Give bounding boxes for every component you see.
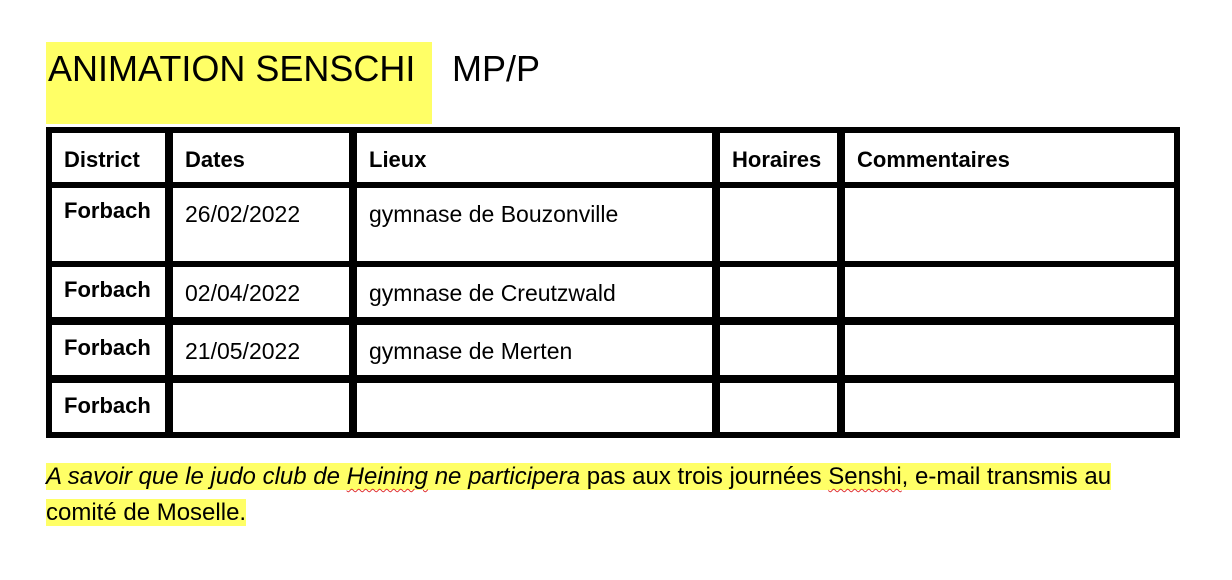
note-spellcheck-word: Senshi — [828, 463, 902, 490]
note-highlight — [46, 463, 1111, 526]
table-cell-commentaires — [845, 267, 1174, 317]
note-italic-part2: ne participera — [428, 463, 581, 490]
note-normal-part1: pas aux trois journées — [580, 463, 829, 490]
note-italic-text — [46, 463, 580, 490]
table-cell-lieu — [357, 383, 712, 432]
header-commentaires: Commentaires — [845, 133, 1174, 182]
note-paragraph — [46, 459, 1126, 531]
table-cell-horaires — [720, 325, 837, 375]
table-cell-date: 02/04/2022 — [173, 267, 349, 317]
table-cell-date: 21/05/2022 — [173, 325, 349, 375]
title-suffix-text: MP/P — [452, 48, 541, 89]
table-cell-district: Forbach — [52, 188, 165, 261]
table-cell-lieu: gymnase de Bouzonville — [357, 188, 712, 261]
note-normal-part2: , e-mail transmis au comité de Moselle. — [46, 463, 1112, 526]
document-title — [46, 42, 540, 124]
note-italic-part1: A savoir que le judo club de — [46, 463, 347, 490]
table-cell-horaires — [720, 267, 837, 317]
table-cell-district: Forbach — [52, 383, 165, 432]
table-cell-commentaires — [845, 383, 1174, 432]
table-cell-lieu: gymnase de Creutzwald — [357, 267, 712, 317]
schedule-table — [46, 127, 1180, 438]
table-cell-date — [173, 383, 349, 432]
table-cell-date: 26/02/2022 — [173, 188, 349, 261]
header-lieux: Lieux — [357, 133, 712, 182]
table-cell-commentaires — [845, 325, 1174, 375]
table-cell-district: Forbach — [52, 267, 165, 317]
header-horaires: Horaires — [720, 133, 837, 182]
table-cell-commentaires — [845, 188, 1174, 261]
header-district: District — [52, 133, 165, 182]
note-spellcheck-word: Heining — [346, 463, 429, 490]
table-cell-horaires — [720, 383, 837, 432]
table-cell-horaires — [720, 188, 837, 261]
table-cell-district: Forbach — [52, 325, 165, 375]
header-dates: Dates — [173, 133, 349, 182]
table-cell-lieu: gymnase de Merten — [357, 325, 712, 375]
title-highlighted-text: ANIMATION SENSCHI — [46, 42, 432, 124]
